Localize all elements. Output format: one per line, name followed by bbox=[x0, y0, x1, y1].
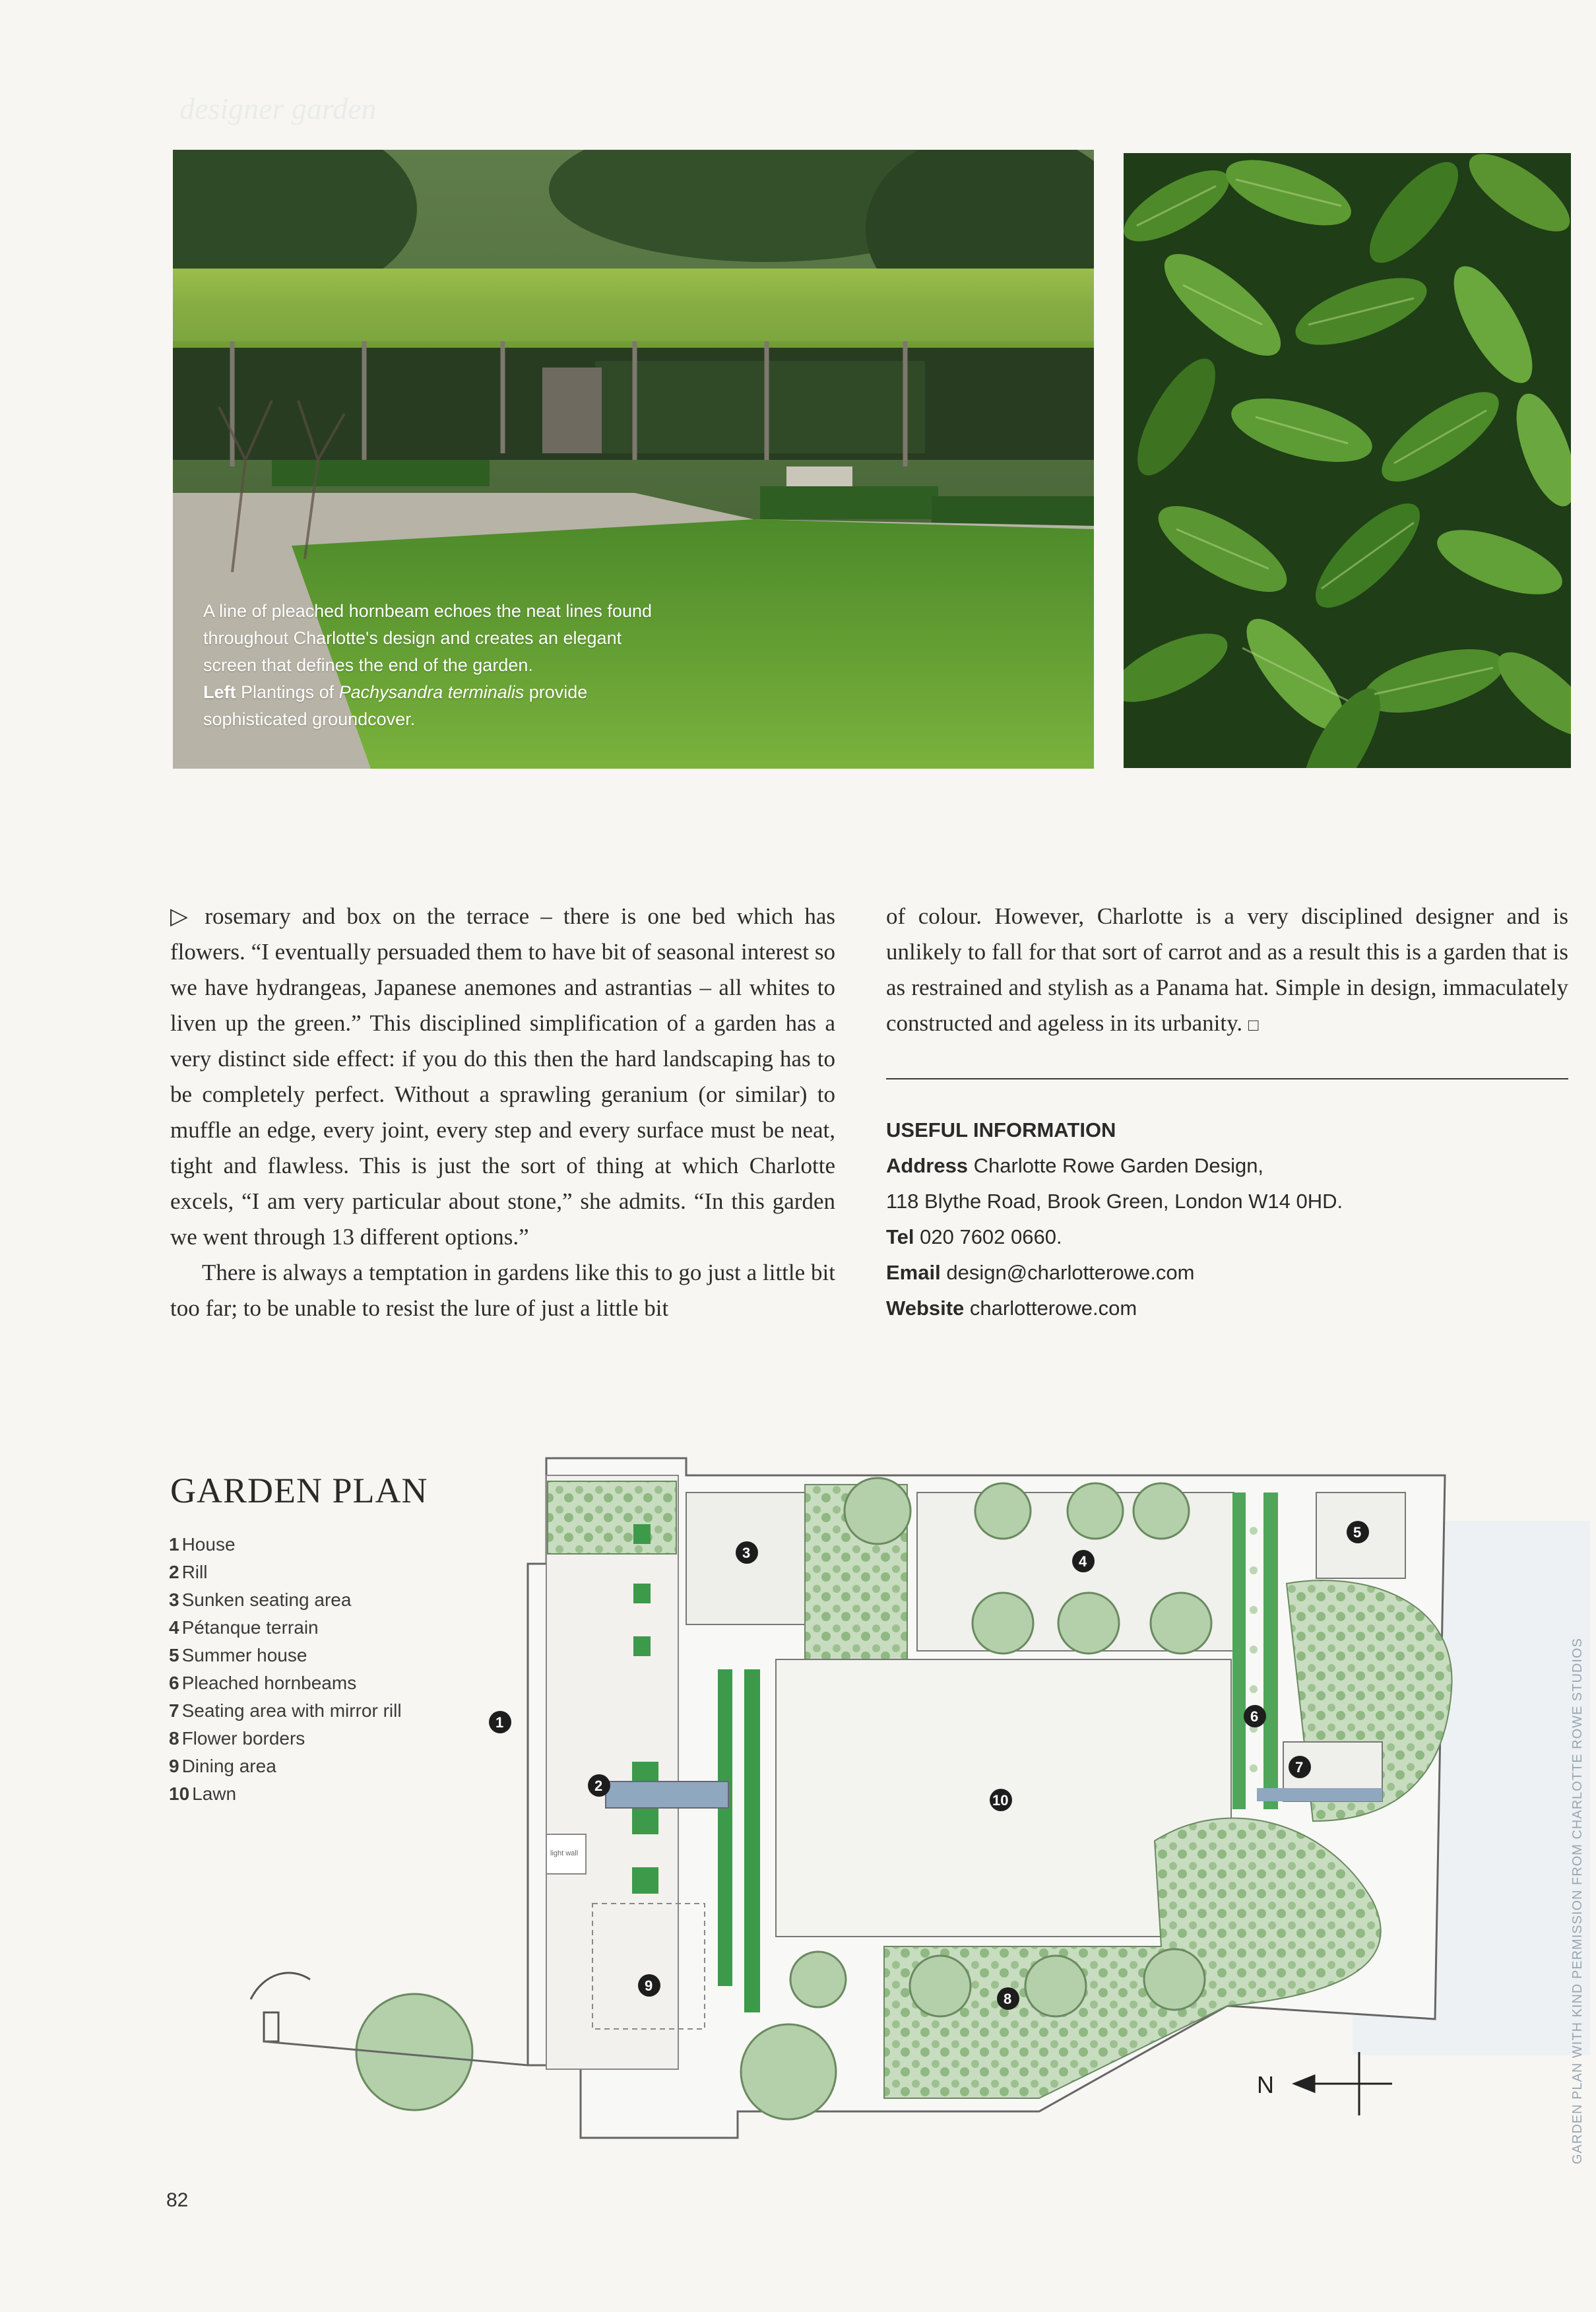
image-credit: GARDEN PLAN WITH KIND PERMISSION FROM CHARLOTTE ROWE STUDIOS bbox=[1570, 1638, 1585, 2164]
legend-item: 6 Pleached hornbeams bbox=[169, 1673, 357, 1693]
page-number: 82 bbox=[166, 2189, 189, 2211]
caption-left-text-2: provide sophisticated groundcover. bbox=[203, 682, 588, 729]
caption-left-text-1: Plantings of bbox=[241, 682, 339, 702]
legend-item: 9 Dining area bbox=[169, 1756, 276, 1776]
legend-item: 3 Sunken seating area bbox=[169, 1590, 352, 1610]
article-paragraph: ▷ rosemary and box on the terrace – there is one bed which has flowers. “I eventually persuaded them to have bit of seasonal interest so we have hydrangeas, Japanese anemones and astrantias – all whites to liven up the green.” This disciplined simplification of a garden has a very distinct side effect: if you do this then the hard landscaping has to be completely perfect. Without a sprawling geranium (or similar) to muffle an edge, every joint, every step and every surface must be neat, tight and flawless. This is just the sort of thing at which Charlotte excels, “I am very particular about stone,” she admits. “In this garden we went through 13 different options.” bbox=[170, 903, 835, 1250]
svg-text:10: 10 bbox=[992, 1792, 1009, 1809]
svg-text:2: 2 bbox=[594, 1778, 603, 1794]
email-value[interactable]: design@charlotterowe.com bbox=[940, 1261, 1195, 1284]
legend-item: 10 Lawn bbox=[169, 1783, 237, 1804]
legend-item: 4 Pétanque terrain bbox=[169, 1617, 319, 1638]
svg-text:8: 8 bbox=[1004, 1991, 1012, 2007]
svg-text:9: 9 bbox=[645, 1977, 653, 1994]
garden-plan-title: GARDEN PLAN bbox=[170, 1471, 428, 1510]
legend-item: 2 Rill bbox=[169, 1562, 208, 1582]
north-arrow bbox=[1294, 2052, 1392, 2115]
caption-left-label: Left bbox=[203, 682, 236, 702]
address-line1: Charlotte Rowe Garden Design, bbox=[968, 1154, 1264, 1177]
svg-text:3: 3 bbox=[742, 1545, 751, 1561]
info-heading: USEFUL INFORMATION bbox=[886, 1118, 1116, 1141]
legend-item: 8 Flower borders bbox=[169, 1728, 305, 1749]
legend-item: 1 House bbox=[169, 1534, 236, 1555]
email-label: Email bbox=[886, 1261, 941, 1284]
website-label: Website bbox=[886, 1297, 965, 1320]
svg-text:1: 1 bbox=[495, 1714, 504, 1731]
tel-value: 020 7602 0660. bbox=[914, 1225, 1062, 1248]
address-line2: 118 Blythe Road, Brook Green, London W14 0HD. bbox=[886, 1190, 1343, 1213]
svg-text:5: 5 bbox=[1353, 1524, 1362, 1541]
caption-main: A line of pleached hornbeam echoes the neat lines found throughout Charlotte's design and creates an elegant screen that defines the end of the garden. bbox=[203, 601, 652, 675]
caption-species: Pachysandra terminalis bbox=[338, 682, 525, 702]
svg-text:6: 6 bbox=[1250, 1708, 1259, 1725]
svg-text:4: 4 bbox=[1079, 1553, 1087, 1570]
address-label: Address bbox=[886, 1154, 969, 1177]
website-value[interactable]: charlotterowe.com bbox=[964, 1297, 1137, 1320]
tel-label: Tel bbox=[886, 1225, 914, 1248]
legend-item: 7 Seating area with mirror rill bbox=[169, 1700, 402, 1721]
article-paragraph: There is always a temptation in gardens like this to go just a little bit too far; to be unable to resist the lure of just a little bit bbox=[170, 1260, 835, 1321]
article-paragraph: of colour. However, Charlotte is a very disciplined designer and is unlikely to fall for that sort of carrot and as a result this is a garden that is as restrained and stylish as a Panama hat. Simple in design, immaculately constructed and ageless in its urbanity. bbox=[886, 903, 1568, 1036]
light-wall-label: light wall bbox=[550, 1849, 579, 1857]
end-mark: □ bbox=[1248, 1015, 1259, 1035]
svg-text:7: 7 bbox=[1295, 1759, 1304, 1776]
legend-item: 5 Summer house bbox=[169, 1645, 307, 1665]
north-label: N bbox=[1257, 2071, 1274, 2098]
ghost-print-through: designer garden bbox=[179, 92, 377, 125]
